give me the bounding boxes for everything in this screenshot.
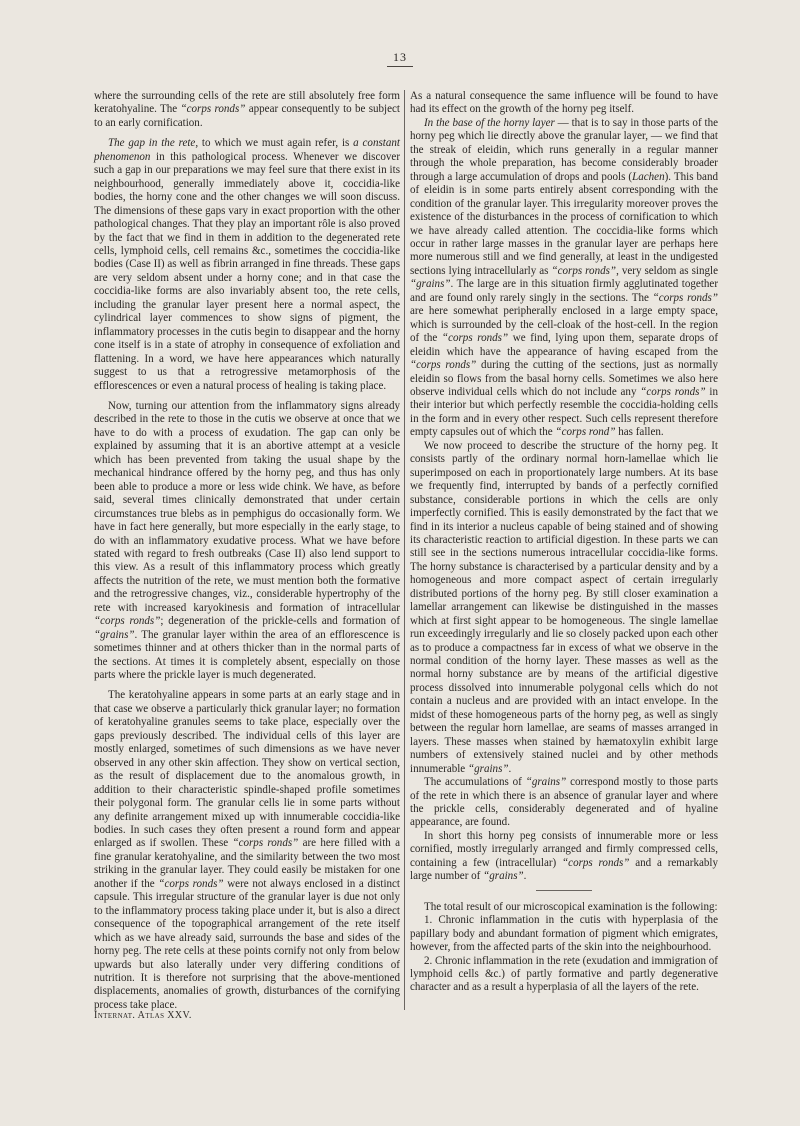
right-column xyxy=(410,90,718,995)
right-paragraph-2: In the base of the horny layer — that is to say in those parts of the horny peg which lie directly above the granular layer, — we find that the streak of eleidin, which runs generally in a regular manner through the whole preparation, has become considerably broader through a large accumulation of drops and pools (Lachen). This band of eleidin is in some parts entirely absent corresponding with the condition of the granular layer. This irregularity moreover proves the existence of the disturbances in the process of cornification to which we have already called attention. The coccidia-like forms which occur in rather large masses in the granular layer are perhaps here more numerous still and we find generally, at least in the undigested sections lying intracellularly as “corps ronds”, very seldom as single “grains”. The large are in this situation firmly agglutinated together and are found only rarely singly in the sections. The “corps ronds” are here somewhat peripherally enclosed in a large empty space, which is surrounded by the cell-cloak of the host-cell. In the region of the “corps ronds” we find, lying upon them, separate drops of eleidin which have the appearance of having escaped from the “corps ronds” during the cutting of the sections, just as normally eleidin so flows from the basal horny cells. Sometimes we also here observe individual cells which do not include any “corps ronds” in their interior but which perfectly resemble the coccidia-holding cells in the form and in every other respect. Such cells represent therefore empty capsules out of which the “corps rond” has fallen. xyxy=(410,116,718,439)
right-paragraph-3: We now proceed to describe the structure of the horny peg. It consists partly of the ordinary normal horn-lamellae which lie superimposed on each in proportionately large numbers. At its base we frequently find, interrupted by bands of a perfectly cornified substance, considerable portions in which the cells are only imperfectly cornified. This is easily demonstrated by the fact that we find in its interior a nucleus capable of being stained and of showing its characteristic reaction to artificial digestion. In these parts we can still see in the sections numerous intracellular coccidia-like forms. The horny substance is characterised by a particular density and by a homogeneous and more compact aspect of certain irregularly distributed portions of the horny peg. By still closer examination a lamellar arrangement can likewise be distinguished in the masses which at first sight appear to be homogeneous. The single lamellae run exceedingly irregularly and lie so closely packed upon each other as to produce a compactness far in excess of what we observe in the normal condition of the horny layer. These masses as well as the normal horny substance are by means of the artificial digestive process dissolved into innumerable polygonal cells which do not contain a nucleus and are provided with an intact envelope. In the midst of these homogeneous parts of the horny peg, as well as singly between the regular horn lamellae, are seams of masses arranged in layers. These masses when stained by hæmatoxylin exhibit large numbers of extensively stained nuclei and by other methods innumerable “grains”. xyxy=(410,439,718,775)
right-paragraph-1: As a natural consequence the same influence will be found to have had its effect on the growth of the horny peg itself. xyxy=(410,90,718,116)
right-paragraph-7: The total result of our microscopical examination is the following: xyxy=(424,900,718,913)
footer-source: Internat. Atlas XXV. xyxy=(94,1010,192,1021)
right-paragraph-8: 1. Chronic inflammation in the cutis with hyperplasia of the papillary body and abundant formation of pigment which emigrates, however, from the affected parts of the skin into the neighbourhood. xyxy=(410,914,718,954)
left-paragraph-1: where the surrounding cells of the rete are still absolutely free form keratohyaline. The “corps ronds” appear consequently to be subject to an early cornification. xyxy=(94,90,401,129)
column-divider xyxy=(404,90,405,1010)
right-paragraph-5: In short this horny peg consists of innumerable more or less cornified, mostly irregularly arranged and firmly compressed cells, containing a few (intracellular) “corps ronds” and a remarkably large number of “grains”. xyxy=(410,829,718,883)
right-paragraph-9: 2. Chronic inflammation in the rete (exudation and immigration of lymphoid cells &c.) of partly formative and partly degenerative character and as a result a hyperplasia of all the layers of the rete. xyxy=(410,954,718,994)
page-number: 13 xyxy=(0,50,800,67)
left-column xyxy=(94,90,400,1019)
left-paragraph-2: The gap in the rete, to which we must again refer, is a constant phenomenon in this pathological process. Whenever we discover such a gap in our preparations we may feel sure that there exist in its neighbourhood, generally immediately above it, coccidia-like bodies, the horny cone and the other changes we will soon discuss. The dimensions of these gaps vary in exact proportion with the other pathological changes. That they play an important rôle is also proved by the fact that we find in them in addition to the degenerated rete cells, lymphoid cells, cell remains &c., sometimes the coccidia-like bodies (Case II) as well as fibrin arranged in fine threads. These gaps are very seldom absent under a horny cone; and in that case the coccidia-like forms are also invariably absent too, the rete cells, including the granular layer present here a normal aspect, the cylindrical layer commences to show signs of pigment, the inflammatory processes in the cutis begin to disappear and the horny cone itself is in a state of atrophy in consequence of exfoliation and flattening. In a word, we have here appearances which naturally suggest to us that a retrogressive metamorphosis of the efflorescences or even a natural process of healing is taking place. xyxy=(94,137,400,392)
left-paragraph-4: The keratohyaline appears in some parts at an early stage and in that case we observe a particularly thick granular layer; no formation of keratohyaline granules seems to take place, especially over the gaps previously described. The individual cells of this layer are mostly enlarged, sometimes of such dimensions as we have never observed in any other skin affection. They show on vertical section, as the result of displacement due to the anomalous growth, in addition to their characteristic spindle-shaped profile sometimes their polygonal form. The granular cells lie in some parts without any definite arrangement mixed up with innumerable coccidia-like bodies. In such cases they often present a round form and appear enlarged as if swollen. These “corps ronds” are here filled with a fine granular keratohyaline, and the similarity between the two most striking in the granular layer. They could easily be mistaken for one another if the “corps ronds” were not always enclosed in a distinct capsule. This irregular structure of the granular layer is due not only to the inflammatory process taking place under it, but is also a direct consequence of the topographical arrangement of the rete itself which as we have already said, surrounds the base and sides of the horny peg. The rete cells at these points cornify not only from below upwards but also laterally under very differing conditions of nutrition. It is therefore not surprising that the above-mentioned displacements, anomalies of growth, disturbances of the cornifying process take place. xyxy=(94,689,401,1011)
section-rule xyxy=(536,890,592,891)
right-paragraph-4: The accumulations of “grains” correspond mostly to those parts of the rete in which there is an absence of granular layer and where the prickle cells, considerably degenerated and of hyaline appearance, are found. xyxy=(410,776,719,829)
left-paragraph-3: Now, turning our attention from the inflammatory signs already described in the rete to those in the cutis we observe at once that we have to do with a process of exudation. The gap can only be explained by assuming that it is an abortive attempt at a vesicle which has been prevented from taking the usual shape by the mechanical hindrance offered by the horny peg, and thus has only been able to produce a more or less wide chink. We have, as before said, several times clinically demonstrated that under certain circumstances true blebs as in pemphigus do occasionally form. We have in fact here generally, but more especially in the early stage, to do with an inflammatory exudative process. What we have before stated with regard to fresh outbreaks (Case II) also lend support to this view. As a result of this inflammatory process which greatly affects the nutrition of the rete, we must mention both the formative and the retrogressive changes, viz., considerable hypertrophy of the rete with increased karyokinesis and formation of intracellular “corps ronds”; degeneration of the prickle-cells and formation of “grains”. The granular layer within the area of an efflorescence is sometimes thinner and at others thicker than in the normal parts of the sections. At times it is completely absent, especially on those parts where the prickle layer is much degenerated. xyxy=(94,399,401,682)
